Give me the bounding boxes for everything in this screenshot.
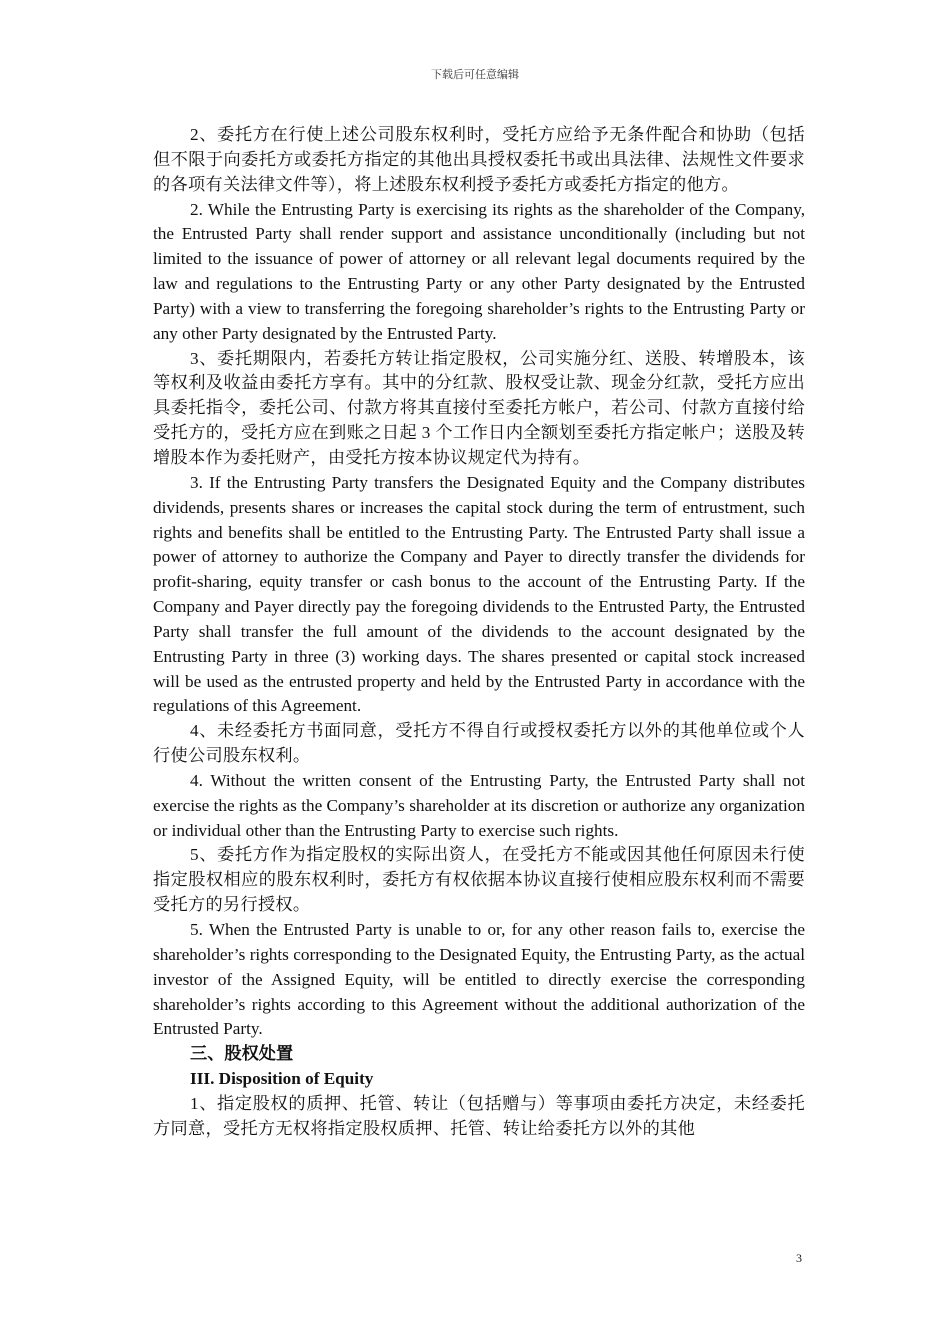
clause-5-en: 5. When the Entrusted Party is unable to or, for any other reason fails to, exercise the shareholder’s rights corresponding to the Designated Equity, the Entrusting Party, as the actual investor of the Assigned Equity, will be entitled to directly exercise the corresponding shareholder’s rights according to this Agreement without the additional authorization of the Entrusted Party. [153, 920, 805, 1039]
clause-3-en: 3. If the Entrusting Party transfers the Designated Equity and the Company distributes dividends, presents shares or increases the capital stock during the term of entrustment, such rights and benefits shall be entitled to the Entrusting Party. The Entrusted Party shall issue a power of attorney to authorize the Company and Payer to directly transfer the dividends for profit-sharing, equity transfer or cash bonus to the account of the Entrusting Party. If the Company and Payer directly pay the foregoing dividends to the Entrusted Party, the Entrusted Party shall transfer the full amount of the dividends to the account designated by the Entrusting Party in three (3) working days. The shares presented or capital stock increased will be used as the entrusted property and held by the Entrusted Party in accordance with the regulations of this Agreement. [153, 472, 805, 716]
page-header: 下载后可任意编辑 [431, 69, 519, 81]
page-number: 3 [796, 1251, 802, 1265]
section-heading-zh: 三、股权处置 [190, 1044, 294, 1064]
clause-4-en: 4. Without the written consent of the Entrusting Party, the Entrusted Party shall not exercise the rights as the Company’s shareholder at its discretion or authorize any organization or individual other than the Entrusting Party to exercise such rights. [153, 770, 805, 840]
section-heading-en: III. Disposition of Equity [190, 1069, 374, 1089]
document-body [153, 123, 805, 1142]
clause-5-zh: 5、委托方作为指定股权的实际出资人，在受托方不能或因其他任何原因未行使指定股权相应的股东权利时，委托方有权依据本协议直接行使相应股东权利而不需要受托方的另行授权。 [153, 845, 805, 915]
clause-2-en: 2. While the Entrusting Party is exercising its rights as the shareholder of the Company, the Entrusted Party shall render support and assistance unconditionally (including but not limited to the issuance of power of attorney or all relevant legal documents required by the law and regulations to the Entrusting Party or any other Party designated by the Entrusted Party) with a view to transferring the foregoing shareholder’s rights to the Entrusting Party or any other Party designated by the Entrusted Party. [153, 199, 805, 343]
section-clause-1-zh: 1、指定股权的质押、托管、转让（包括赠与）等事项由委托方决定，未经委托方同意，受托方无权将指定股权质押、托管、转让给委托方以外的其他 [153, 1093, 805, 1138]
clause-4-zh: 4、未经委托方书面同意，受托方不得自行或授权委托方以外的其他单位或个人行使公司股东权利。 [153, 721, 805, 766]
clause-2-zh: 2、委托方在行使上述公司股东权利时，受托方应给予无条件配合和协助（包括但不限于向委托方或委托方指定的其他出具授权委托书或出具法律、法规性文件要求的各项有关法律文件等），将上述股东权利授予委托方或委托方指定的他方。 [153, 125, 805, 194]
clause-3-zh: 3、委托期限内，若委托方转让指定股权，公司实施分红、送股、转增股本，该等权利及收益由委托方享有。其中的分红款、股权受让款、现金分红款，受托方应出具委托指令，委托公司、付款方将其直接付至委托方帐户，若公司、付款方直接付给受托方的，受托方应在到账之日起 3 个工作日内全额划至委托方指定帐户；送股及转增股本作为委托财产，由受托方按本协议规定代为持有。 [153, 348, 805, 467]
